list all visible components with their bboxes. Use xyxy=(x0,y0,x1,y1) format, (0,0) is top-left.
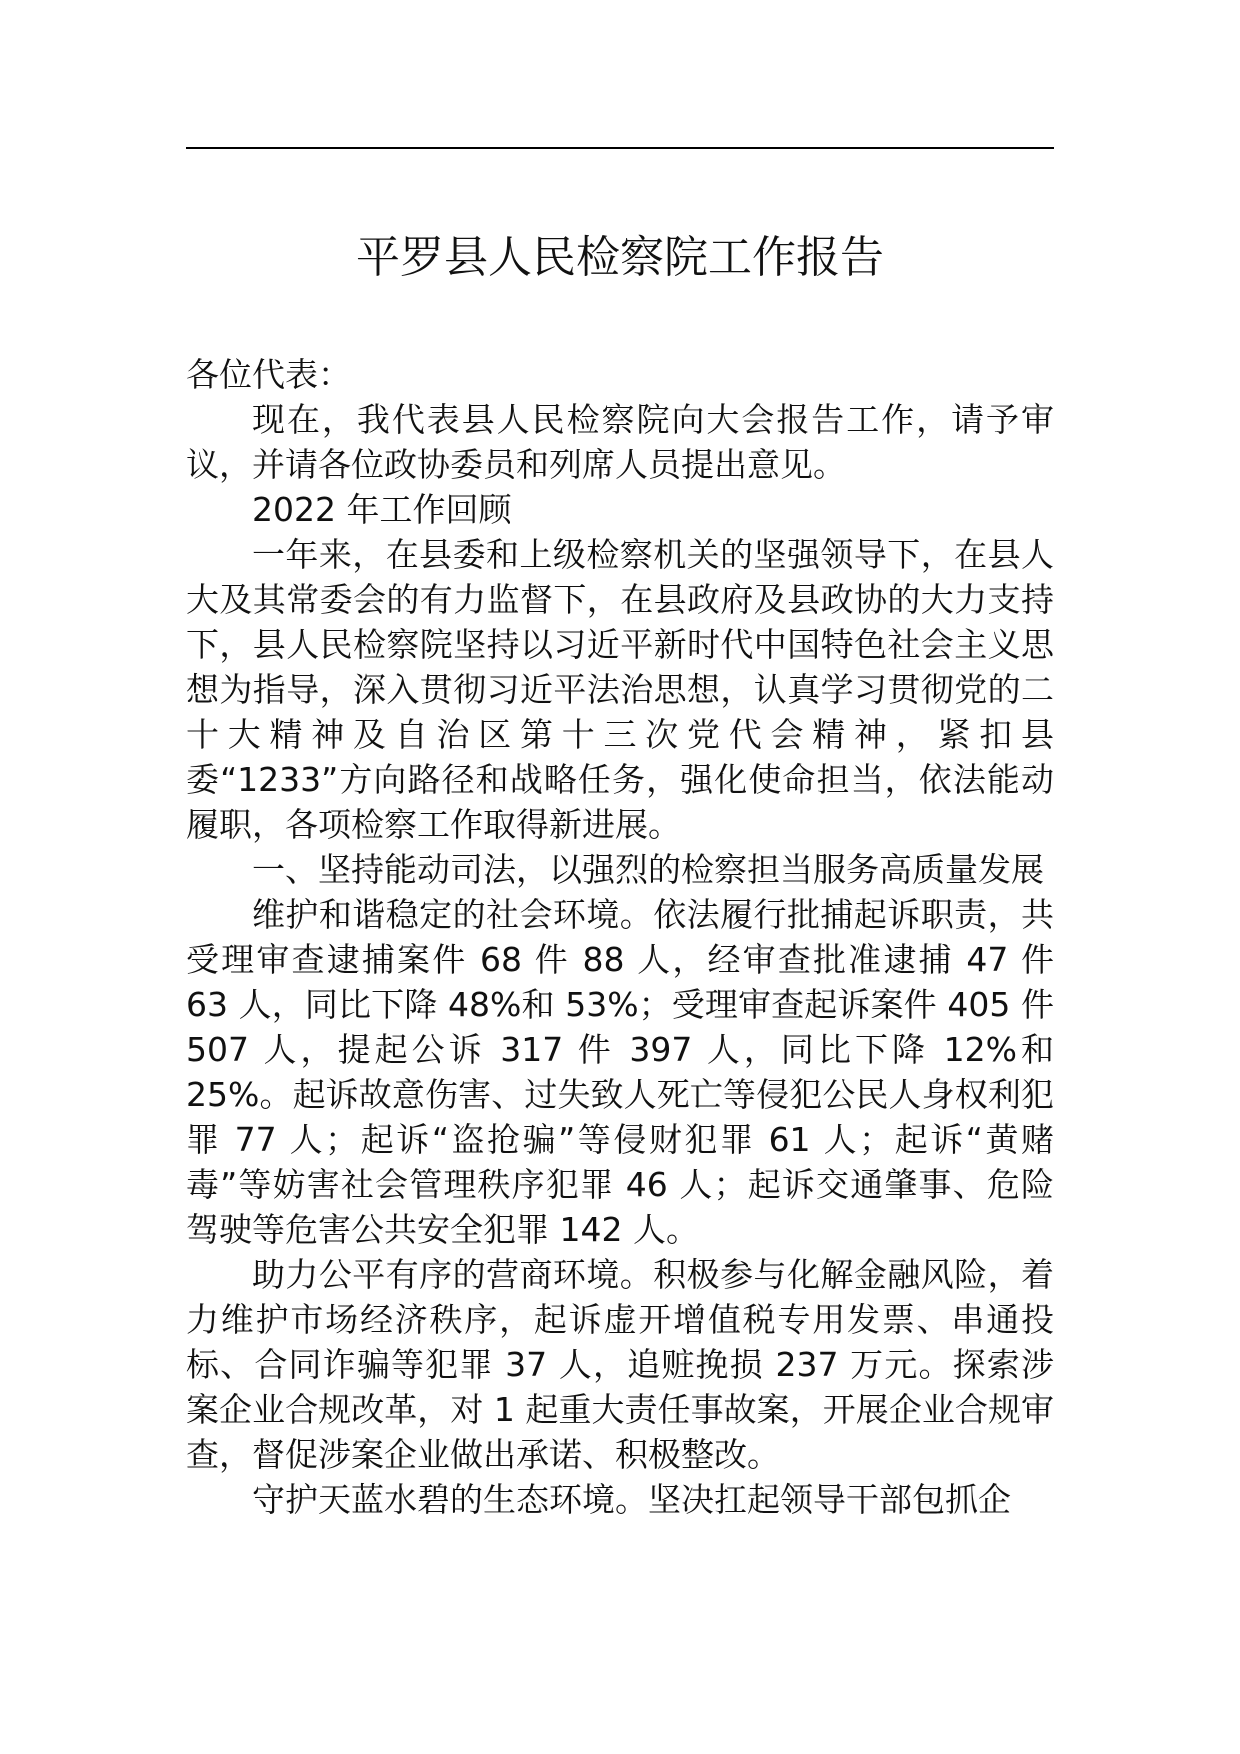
document-body xyxy=(186,352,1054,1522)
paragraph-business-environment: 助力公平有序的营商环境。积极参与化解金融风险，着力维护市场经济秩序，起诉虚开增值税专用发票、串通投标、合同诈骗等犯罪 37 人，追赃挽损 237 万元。探索涉案企业合规改革，对 1 起重大责任事故案，开展企业合规审查，督促涉案企业做出承诺、积极整改。 xyxy=(186,1255,1054,1474)
paragraph-social-environment: 维护和谐稳定的社会环境。依法履行批捕起诉职责，共受理审查逮捕案件 68 件 88 人，经审查批准逮捕 47 件 63 人，同比下降 48%和 53%；受理审查起诉案件 405 件 507 人，提起公诉 317 件 397 人，同比下降 12%和 25%。起诉故意伤害、过失致人死亡等侵犯公民人身权利犯罪 77 人；起诉“盗抢骗”等侵财犯罪 61 人；起诉“黄赌毒”等妨害社会管理秩序犯罪 46 人；起诉交通肇事、危险驾驶等危害公共安全犯罪 142 人。 xyxy=(186,895,1054,1249)
document-title: 平罗县人民检察院工作报告 xyxy=(356,232,884,283)
paragraph-overview: 一年来，在县委和上级检察机关的坚强领导下，在县人大及其常委会的有力监督下，在县政府及县政协的大力支持下，县人民检察院坚持以习近平新时代中国特色社会主义思想为指导，深入贯彻习近平法治思想，认真学习贯彻党的二十大精神及自治区第十三次党代会精神，紧扣县委“1233”方向路径和战略任务，强化使命担当，依法能动履职，各项检察工作取得新进展。 xyxy=(186,535,1054,844)
paragraph-ecological-environment: 守护天蓝水碧的生态环境。坚决扛起领导干部包抓企 xyxy=(252,1480,1011,1519)
header-rule xyxy=(186,147,1054,149)
salutation: 各位代表： xyxy=(186,355,351,394)
section-heading-review: 2022 年工作回顾 xyxy=(252,490,512,529)
section-heading-1: 一、坚持能动司法，以强烈的检察担当服务高质量发展 xyxy=(252,850,1044,889)
paragraph-intro: 现在，我代表县人民检察院向大会报告工作，请予审议，并请各位政协委员和列席人员提出意见。 xyxy=(186,400,1054,484)
